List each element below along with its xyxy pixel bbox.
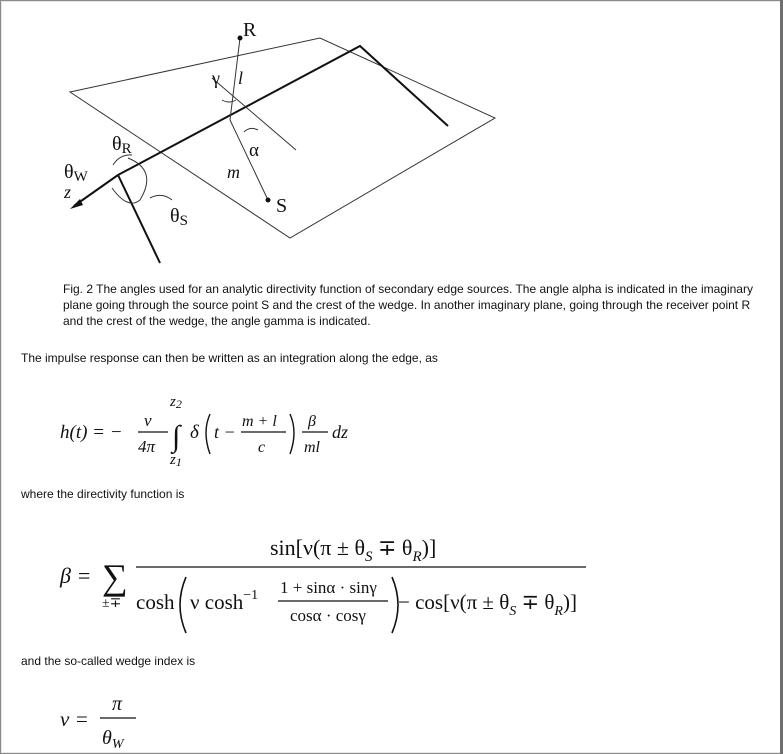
gamma-arc [222, 100, 236, 102]
label-m: m [227, 162, 240, 182]
eq1-4pi: 4π [138, 437, 156, 456]
wedge-figure [0, 0, 783, 270]
eq1-integral: ∫ [172, 420, 181, 453]
eq1-lower: z1 [170, 452, 182, 469]
eq2-lhs: β = [60, 563, 92, 588]
eq3-den: $\theta_W$ [102, 727, 124, 752]
label-theta-s: θS [170, 205, 188, 229]
paragraph-impulse: The impulse response can then be written as an integration along the edge, as [21, 351, 438, 365]
wedge-crest [118, 46, 448, 175]
eq1-ml-den: ml [304, 439, 320, 456]
source-point [266, 198, 271, 203]
receiver-point [238, 36, 243, 41]
eq2-inner-den: cosα · cosγ [290, 606, 366, 625]
eq3-lhs: ν = [60, 707, 89, 731]
label-gamma: γ [212, 68, 220, 88]
eq3-num: π [112, 693, 123, 715]
figure-caption: Fig. 2 The angles used for an analytic directivity function of secondary edge sources. The angle alpha is indicated in the imaginary plane going through the source point S and the crest of the wedge. In another imaginary plane, going through the receiver point R and the crest of the wedge, the angle gamma is indicated. [63, 282, 753, 328]
equation-impulse-response [58, 390, 388, 470]
paragraph-wedge-index: and the so-called wedge index is [21, 654, 196, 668]
eq1-c: c [258, 439, 266, 456]
label-R: R [243, 19, 257, 41]
eq2-sum-sub: ±∓ [102, 596, 122, 611]
eq2-minus-cos: − $\cos[\nu(\pi \pm \theta_S \mp \theta_R)]$ [398, 590, 577, 619]
label-theta-r: θR [112, 133, 132, 157]
label-theta-w: θW [64, 161, 88, 185]
equation-directivity [58, 523, 618, 641]
eq1-dz: dz [332, 422, 349, 442]
eq2-nu-cosh: ν $\cosh^{-1}$ [190, 588, 259, 614]
eq1-upper: z2 [170, 394, 182, 411]
eq2-numerator: $\sin[\nu(\pi \pm \theta_S \mp \theta_R)]$ [270, 535, 437, 565]
theta-w-arc [112, 158, 147, 203]
paragraph-directivity: where the directivity function is [21, 487, 185, 501]
eq1-lhs: h(t) = − [60, 422, 123, 443]
eq2-inner-num: 1 + sinα · sinγ [280, 578, 377, 597]
eq1-nu: ν [144, 411, 152, 430]
alpha-arc [244, 128, 258, 132]
eq2-cosh: cosh [136, 590, 175, 614]
equation-wedge-index [58, 688, 178, 752]
eq1-ml-num: m + l [242, 413, 277, 430]
eq1-beta: β [308, 413, 316, 430]
label-l: l [238, 68, 244, 88]
label-z: z [64, 182, 72, 202]
wedge-lower-edge [118, 175, 160, 263]
theta-s-arc [150, 195, 172, 200]
eq2-sum: ∑ [102, 557, 128, 597]
eq1-t: t − [214, 422, 236, 442]
label-S: S [276, 195, 288, 217]
eq1-delta: δ [190, 422, 199, 443]
label-alpha: α [249, 140, 259, 161]
